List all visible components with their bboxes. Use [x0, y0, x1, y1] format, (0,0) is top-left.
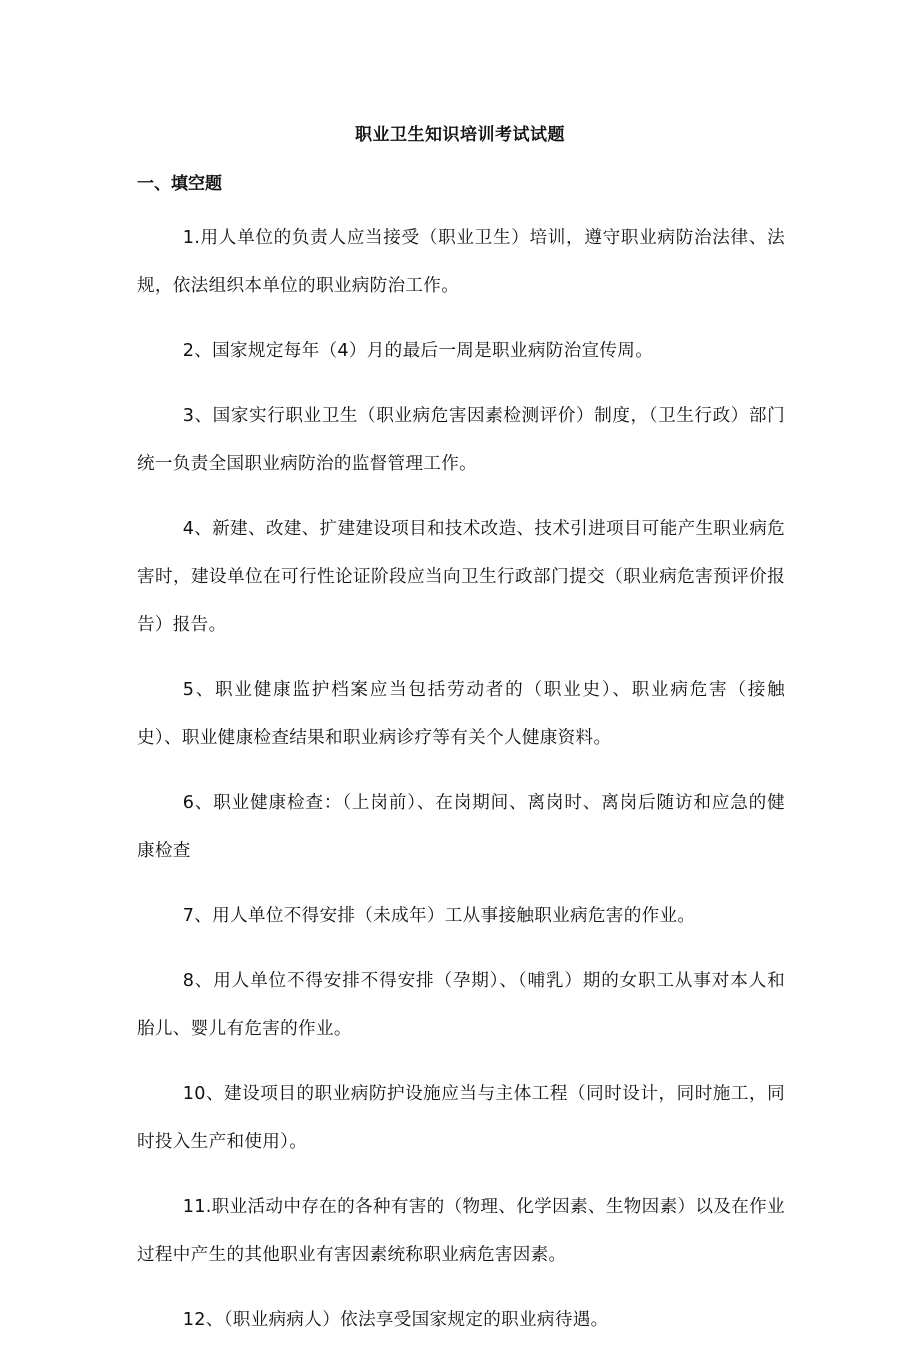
- question-item-4: 4、新建、改建、扩建建设项目和技术改造、技术引进项目可能产生职业病危害时，建设单位在可行性论证阶段应当向卫生行政部门提交（职业病危害预评价报告）报告。: [137, 519, 785, 635]
- question-item-11: 11.职业活动中存在的各种有害的（物理、化学因素、生物因素）以及在作业过程中产生的其他职业有害因素统称职业病危害因素。: [137, 1197, 785, 1265]
- question-item-3: 3、国家实行职业卫生（职业病危害因素检测评价）制度，（卫生行政）部门统一负责全国职业病防治的监督管理工作。: [137, 406, 785, 474]
- question-item-1: 1.用人单位的负责人应当接受（职业卫生）培训，遵守职业病防治法律、法规，依法组织本单位的职业病防治工作。: [137, 228, 785, 296]
- question-item-8: 8、用人单位不得安排不得安排（孕期）、（哺乳）期的女职工从事对本人和胎儿、婴儿有危害的作业。: [137, 971, 785, 1039]
- section-heading: 一、填空题: [137, 174, 222, 194]
- question-item-7: 7、用人单位不得安排（未成年）工从事接触职业病危害的作业。: [182, 906, 696, 926]
- question-item-2: 2、国家规定每年（4）月的最后一周是职业病防治宣传周。: [182, 341, 654, 361]
- question-item-10: 10、建设项目的职业病防护设施应当与主体工程（同时设计，同时施工，同时投入生产和使用）。: [137, 1084, 785, 1152]
- document-title: 职业卫生知识培训考试试题: [355, 125, 565, 145]
- question-item-12: 12、（职业病病人）依法享受国家规定的职业病待遇。: [182, 1310, 609, 1330]
- question-item-6: 6、职业健康检查：（上岗前）、在岗期间、离岗时、离岗后随访和应急的健康检查: [137, 793, 785, 861]
- question-item-5: 5、职业健康监护档案应当包括劳动者的（职业史）、职业病危害（接触史）、职业健康检查结果和职业病诊疗等有关个人健康资料。: [137, 680, 785, 748]
- question-list: [137, 214, 785, 1361]
